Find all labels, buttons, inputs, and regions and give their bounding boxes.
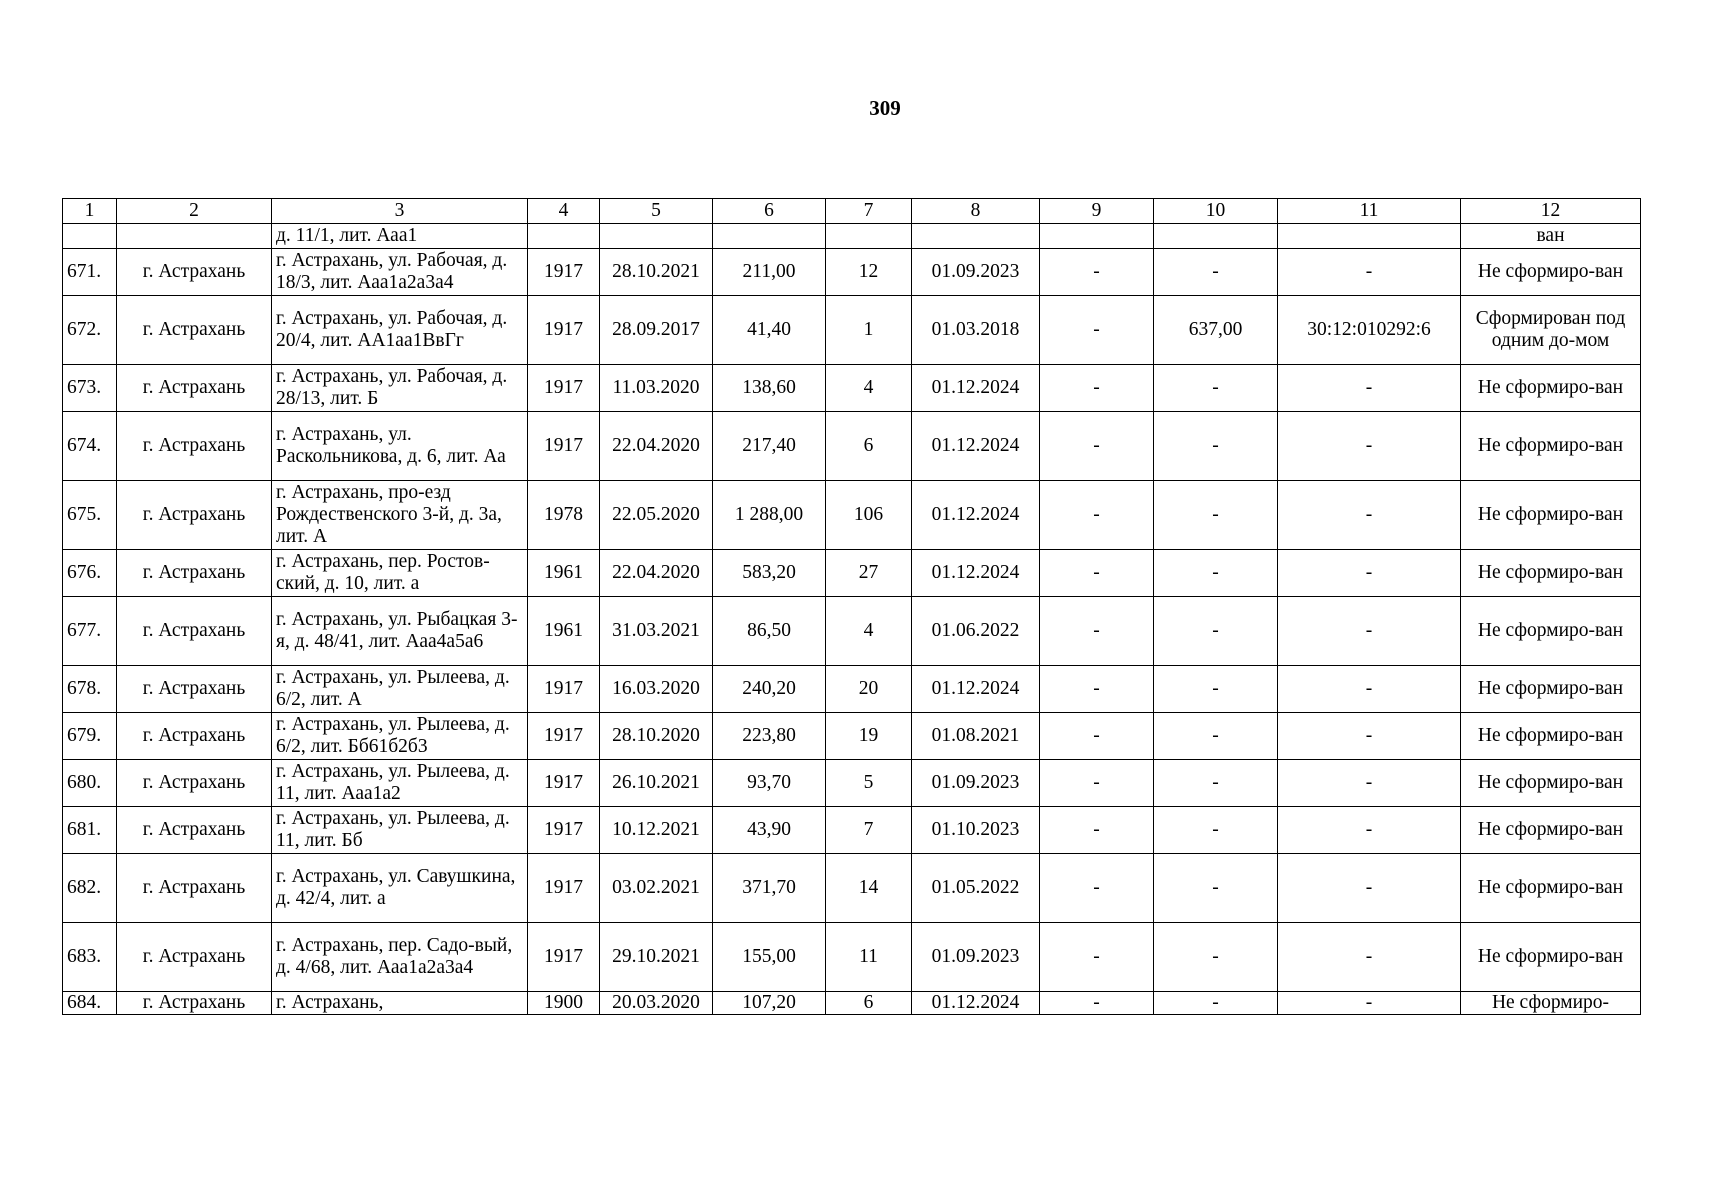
- date-cell: 11.03.2020: [600, 365, 713, 412]
- date-cell: 29.10.2021: [600, 923, 713, 992]
- row-number: 677.: [63, 597, 117, 666]
- area-cell: 223,80: [713, 713, 826, 760]
- area-cell: 93,70: [713, 760, 826, 807]
- address-cell: г. Астрахань, пер. Ростов-ский, д. 10, лит. а: [272, 550, 528, 597]
- value-cell: -: [1040, 666, 1154, 713]
- cadastral-cell: -: [1278, 412, 1461, 481]
- value-cell: [1154, 224, 1278, 249]
- city-cell: г. Астрахань: [117, 854, 272, 923]
- table-row: [63, 481, 1641, 550]
- date-cell: 01.12.2024: [912, 550, 1040, 597]
- date-cell: 28.09.2017: [600, 296, 713, 365]
- status-cell: Не сформиро-ван: [1461, 666, 1641, 713]
- year-cell: 1917: [528, 713, 600, 760]
- date-cell: 22.04.2020: [600, 412, 713, 481]
- value-cell: -: [1040, 713, 1154, 760]
- date-cell: 01.06.2022: [912, 597, 1040, 666]
- address-cell: г. Астрахань, ул. Рабочая, д. 28/13, лит. Б: [272, 365, 528, 412]
- value-cell: -: [1040, 807, 1154, 854]
- count-cell: 19: [826, 713, 912, 760]
- date-cell: 03.02.2021: [600, 854, 713, 923]
- year-cell: 1917: [528, 807, 600, 854]
- value-cell: -: [1040, 597, 1154, 666]
- count-cell: [826, 224, 912, 249]
- count-cell: 7: [826, 807, 912, 854]
- row-number: 684.: [63, 992, 117, 1015]
- address-cell: г. Астрахань, ул. Рылеева, д. 11, лит. Бб: [272, 807, 528, 854]
- year-cell: 1917: [528, 666, 600, 713]
- value-cell: -: [1154, 854, 1278, 923]
- value-cell: -: [1154, 992, 1278, 1015]
- cadastral-cell: -: [1278, 365, 1461, 412]
- date-cell: 22.04.2020: [600, 550, 713, 597]
- page-number: 309: [869, 96, 901, 120]
- table-row: [63, 923, 1641, 992]
- value-cell: -: [1040, 760, 1154, 807]
- cadastral-cell: -: [1278, 249, 1461, 296]
- date-cell: 01.12.2024: [912, 481, 1040, 550]
- status-cell: Сформирован под одним до-мом: [1461, 296, 1641, 365]
- value-cell: -: [1040, 854, 1154, 923]
- cadastral-cell: -: [1278, 854, 1461, 923]
- column-number-row: [63, 199, 1641, 224]
- row-number: 681.: [63, 807, 117, 854]
- row-number: 672.: [63, 296, 117, 365]
- area-cell: 41,40: [713, 296, 826, 365]
- row-number: [63, 224, 117, 249]
- count-cell: 5: [826, 760, 912, 807]
- date-cell: 10.12.2021: [600, 807, 713, 854]
- row-number: 679.: [63, 713, 117, 760]
- value-cell: -: [1154, 412, 1278, 481]
- date-cell: 01.10.2023: [912, 807, 1040, 854]
- value-cell: -: [1040, 412, 1154, 481]
- value-cell: -: [1154, 713, 1278, 760]
- address-cell: г. Астрахань, ул. Рыбацкая 3-я, д. 48/41, лит. Ааа4а5а6: [272, 597, 528, 666]
- date-cell: 01.05.2022: [912, 854, 1040, 923]
- table-row: [63, 713, 1641, 760]
- count-cell: 4: [826, 365, 912, 412]
- value-cell: -: [1154, 249, 1278, 296]
- city-cell: г. Астрахань: [117, 365, 272, 412]
- column-header: 8: [912, 199, 1040, 224]
- value-cell: -: [1040, 923, 1154, 992]
- column-header: 1: [63, 199, 117, 224]
- date-cell: 28.10.2021: [600, 249, 713, 296]
- column-header: 3: [272, 199, 528, 224]
- row-number: 671.: [63, 249, 117, 296]
- value-cell: -: [1154, 666, 1278, 713]
- status-cell: Не сформиро-ван: [1461, 550, 1641, 597]
- address-cell: г. Астрахань, ул. Рабочая, д. 18/3, лит. Ааа1а2а3а4: [272, 249, 528, 296]
- address-cell: г. Астрахань, ул. Рылеева, д. 6/2, лит. Бб61б2б3: [272, 713, 528, 760]
- column-header: 6: [713, 199, 826, 224]
- city-cell: г. Астрахань: [117, 481, 272, 550]
- city-cell: [117, 224, 272, 249]
- city-cell: г. Астрахань: [117, 249, 272, 296]
- row-number: 678.: [63, 666, 117, 713]
- table-row: [63, 854, 1641, 923]
- area-cell: 1 288,00: [713, 481, 826, 550]
- city-cell: г. Астрахань: [117, 713, 272, 760]
- count-cell: 14: [826, 854, 912, 923]
- area-cell: 240,20: [713, 666, 826, 713]
- year-cell: 1961: [528, 597, 600, 666]
- area-cell: 138,60: [713, 365, 826, 412]
- year-cell: 1978: [528, 481, 600, 550]
- value-cell: -: [1154, 807, 1278, 854]
- address-cell: д. 11/1, лит. Ааа1: [272, 224, 528, 249]
- address-cell: г. Астрахань, ул. Рабочая, д. 20/4, лит. АА1аа1ВвГг: [272, 296, 528, 365]
- value-cell: -: [1040, 550, 1154, 597]
- city-cell: г. Астрахань: [117, 666, 272, 713]
- date-cell: [600, 224, 713, 249]
- row-number: 682.: [63, 854, 117, 923]
- cadastral-cell: -: [1278, 992, 1461, 1015]
- housing-register-table: [62, 198, 1641, 1015]
- city-cell: г. Астрахань: [117, 992, 272, 1015]
- area-cell: 107,20: [713, 992, 826, 1015]
- address-cell: г. Астрахань, ул. Савушкина, д. 42/4, лит. а: [272, 854, 528, 923]
- status-cell: Не сформиро-ван: [1461, 249, 1641, 296]
- city-cell: г. Астрахань: [117, 760, 272, 807]
- count-cell: 12: [826, 249, 912, 296]
- address-cell: г. Астрахань,: [272, 992, 528, 1015]
- cadastral-cell: -: [1278, 923, 1461, 992]
- status-cell: Не сформиро-: [1461, 992, 1641, 1015]
- row-number: 676.: [63, 550, 117, 597]
- count-cell: 6: [826, 992, 912, 1015]
- city-cell: г. Астрахань: [117, 923, 272, 992]
- value-cell: [1040, 224, 1154, 249]
- table-row: [63, 365, 1641, 412]
- value-cell: -: [1040, 481, 1154, 550]
- cadastral-cell: -: [1278, 597, 1461, 666]
- value-cell: -: [1154, 365, 1278, 412]
- address-cell: г. Астрахань, ул. Рылеева, д. 6/2, лит. А: [272, 666, 528, 713]
- area-cell: [713, 224, 826, 249]
- cadastral-cell: [1278, 224, 1461, 249]
- count-cell: 11: [826, 923, 912, 992]
- address-cell: г. Астрахань, пер. Садо-вый, д. 4/68, лит. Ааа1а2а3а4: [272, 923, 528, 992]
- area-cell: 211,00: [713, 249, 826, 296]
- table-row: [63, 760, 1641, 807]
- date-cell: 01.12.2024: [912, 992, 1040, 1015]
- column-header: 9: [1040, 199, 1154, 224]
- date-cell: 01.03.2018: [912, 296, 1040, 365]
- area-cell: 583,20: [713, 550, 826, 597]
- city-cell: г. Астрахань: [117, 597, 272, 666]
- area-cell: 43,90: [713, 807, 826, 854]
- value-cell: -: [1154, 597, 1278, 666]
- table-row: [63, 807, 1641, 854]
- status-cell: Не сформиро-ван: [1461, 481, 1641, 550]
- city-cell: г. Астрахань: [117, 412, 272, 481]
- table-row: [63, 666, 1641, 713]
- date-cell: 01.09.2023: [912, 760, 1040, 807]
- year-cell: 1961: [528, 550, 600, 597]
- date-cell: 01.12.2024: [912, 412, 1040, 481]
- cadastral-cell: -: [1278, 550, 1461, 597]
- year-cell: 1917: [528, 854, 600, 923]
- date-cell: [912, 224, 1040, 249]
- column-header: 7: [826, 199, 912, 224]
- year-cell: 1917: [528, 412, 600, 481]
- count-cell: 6: [826, 412, 912, 481]
- date-cell: 01.12.2024: [912, 666, 1040, 713]
- row-number: 683.: [63, 923, 117, 992]
- year-cell: 1917: [528, 760, 600, 807]
- count-cell: 1: [826, 296, 912, 365]
- value-cell: -: [1040, 365, 1154, 412]
- row-number: 675.: [63, 481, 117, 550]
- address-cell: г. Астрахань, ул. Раскольникова, д. 6, лит. Аа: [272, 412, 528, 481]
- date-cell: 31.03.2021: [600, 597, 713, 666]
- cadastral-cell: -: [1278, 666, 1461, 713]
- value-cell: -: [1154, 923, 1278, 992]
- date-cell: 26.10.2021: [600, 760, 713, 807]
- year-cell: 1917: [528, 296, 600, 365]
- row-number: 674.: [63, 412, 117, 481]
- status-cell: Не сформиро-ван: [1461, 365, 1641, 412]
- year-cell: 1900: [528, 992, 600, 1015]
- table-row: [63, 992, 1641, 1015]
- date-cell: 28.10.2020: [600, 713, 713, 760]
- cadastral-cell: -: [1278, 481, 1461, 550]
- city-cell: г. Астрахань: [117, 550, 272, 597]
- column-header: 11: [1278, 199, 1461, 224]
- area-cell: 155,00: [713, 923, 826, 992]
- value-cell: -: [1040, 296, 1154, 365]
- date-cell: 01.12.2024: [912, 365, 1040, 412]
- count-cell: 4: [826, 597, 912, 666]
- column-header: 12: [1461, 199, 1641, 224]
- date-cell: 16.03.2020: [600, 666, 713, 713]
- table-row: [63, 597, 1641, 666]
- year-cell: 1917: [528, 249, 600, 296]
- table-row: [63, 224, 1641, 249]
- row-number: 680.: [63, 760, 117, 807]
- column-header: 10: [1154, 199, 1278, 224]
- date-cell: 01.09.2023: [912, 923, 1040, 992]
- year-cell: 1917: [528, 923, 600, 992]
- column-header: 5: [600, 199, 713, 224]
- area-cell: 217,40: [713, 412, 826, 481]
- cadastral-cell: -: [1278, 807, 1461, 854]
- status-cell: Не сформиро-ван: [1461, 713, 1641, 760]
- table-row: [63, 296, 1641, 365]
- value-cell: -: [1040, 249, 1154, 296]
- year-cell: 1917: [528, 365, 600, 412]
- status-cell: ван: [1461, 224, 1641, 249]
- address-cell: г. Астрахань, про-езд Рождественского 3-й, д. 3а, лит. А: [272, 481, 528, 550]
- column-header: 4: [528, 199, 600, 224]
- count-cell: 27: [826, 550, 912, 597]
- date-cell: 01.09.2023: [912, 249, 1040, 296]
- cadastral-cell: -: [1278, 713, 1461, 760]
- status-cell: Не сформиро-ван: [1461, 412, 1641, 481]
- status-cell: Не сформиро-ван: [1461, 597, 1641, 666]
- year-cell: [528, 224, 600, 249]
- date-cell: 01.08.2021: [912, 713, 1040, 760]
- status-cell: Не сформиро-ван: [1461, 760, 1641, 807]
- count-cell: 106: [826, 481, 912, 550]
- area-cell: 371,70: [713, 854, 826, 923]
- column-header: 2: [117, 199, 272, 224]
- value-cell: -: [1040, 992, 1154, 1015]
- value-cell: -: [1154, 550, 1278, 597]
- address-cell: г. Астрахань, ул. Рылеева, д. 11, лит. Ааа1а2: [272, 760, 528, 807]
- value-cell: -: [1154, 481, 1278, 550]
- row-number: 673.: [63, 365, 117, 412]
- area-cell: 86,50: [713, 597, 826, 666]
- status-cell: Не сформиро-ван: [1461, 807, 1641, 854]
- table-row: [63, 412, 1641, 481]
- count-cell: 20: [826, 666, 912, 713]
- status-cell: Не сформиро-ван: [1461, 923, 1641, 992]
- city-cell: г. Астрахань: [117, 296, 272, 365]
- city-cell: г. Астрахань: [117, 807, 272, 854]
- table-row: [63, 550, 1641, 597]
- value-cell: -: [1154, 760, 1278, 807]
- date-cell: 22.05.2020: [600, 481, 713, 550]
- date-cell: 20.03.2020: [600, 992, 713, 1015]
- status-cell: Не сформиро-ван: [1461, 854, 1641, 923]
- table-row: [63, 249, 1641, 296]
- cadastral-cell: 30:12:010292:6: [1278, 296, 1461, 365]
- cadastral-cell: -: [1278, 760, 1461, 807]
- value-cell: 637,00: [1154, 296, 1278, 365]
